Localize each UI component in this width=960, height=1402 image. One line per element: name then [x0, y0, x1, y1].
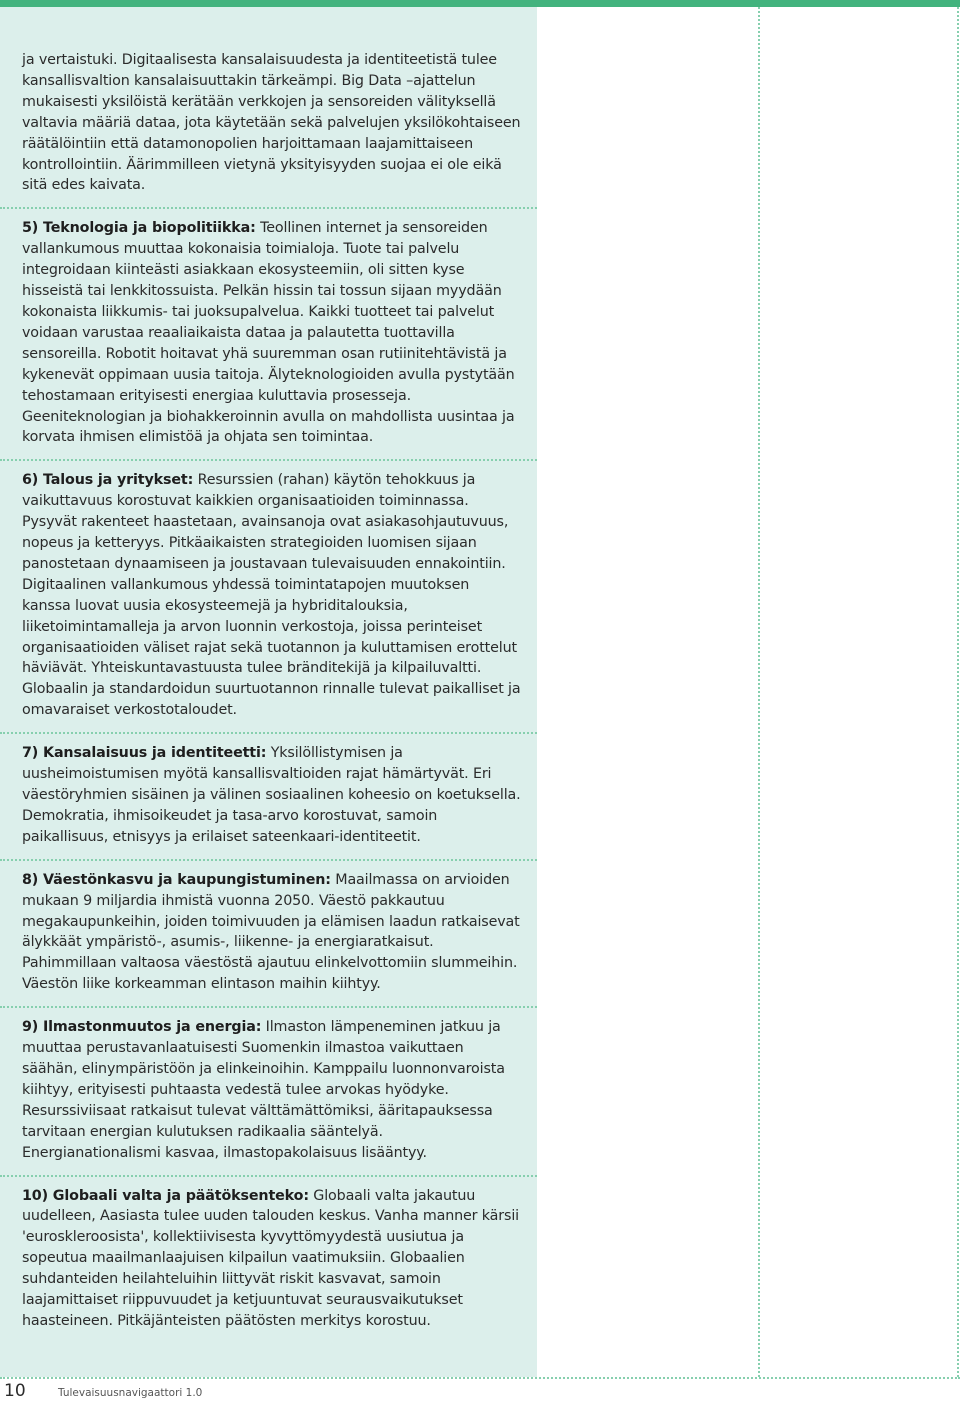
- footer-title: Tulevaisuusnavigaattori 1.0: [58, 1387, 203, 1399]
- section-text: Teollinen internet ja sensoreiden vallankumous muuttaa kokonaisia toimialoja. Tuote tai palvelu integroidaan kiinteästi asiakkaan ekosysteemiin, oli sitten kyse hisseistä tai lenkkitossuista. Pelkän hissin tai tossun sijaan myydään kokonaista liikkumis- tai juoksupalvelua. Kaikki tuotteet tai palvelut voidaan varustaa reaaliaikaista dataa ja palautetta tuottavilla sensoreilla. Robotit hoitavat yhä suuremman osan rutiinitehtävistä ja kykenevät oppimaan uusia taitoja. Älyteknologioiden avulla pystytään tehostamaan erityisesti energiaa kuluttavia prosesseja. Geeniteknologian ja biohakkeroinnin avulla on mahdollista uusintaa ja korvata ihmisen elimistöä ja ohjata sen toimintaa.: [22, 220, 515, 446]
- article-body: [22, 50, 522, 1332]
- section-heading: 6) Talous ja yritykset:: [22, 472, 194, 489]
- section-heading: 5) Teknologia ja biopolitiikka:: [22, 220, 256, 237]
- notes-column-edge: [957, 7, 959, 1377]
- section-heading: 10) Globaali valta ja päätöksenteko:: [22, 1187, 309, 1204]
- page-number: 10: [4, 1381, 26, 1401]
- section-technology: [22, 207, 522, 448]
- section-text: Globaali valta jakautuu uudelleen, Aasiasta tulee uuden talouden keskus. Vanha manner kärsii 'euroskleroosista', kollektiivisesta kyvyttömyydestä uusiutua ja sopeutua maailmanlaajuisen kilpailun vaatimuksiin. Globaalien suhdanteiden heilahteluihin liittyvät riskit kasvavat, samoin laajamittaiset riippuvuudet ja ketjuuntuvat seurausvaikutukset haasteineen. Pitkäjänteisten päätösten merkitys korostuu.: [22, 1187, 519, 1329]
- section-global-power: [22, 1175, 522, 1332]
- section-text: Resurssien (rahan) käytön tehokkuus ja vaikuttavuus korostuvat kaikkien organisaatioiden toiminnassa. Pysyvät rakenteet haastetaan, avainsanoja ovat asiakasohjautuvuus, nopeus ja ketteryys. Pitkäaikaisten strategioiden luomisen sijaan panostetaan dynaamiseen ja joustavaan tulevaisuuden ennakointiin. Digitaalinen vallankumous yhdessä toimintatapojen muutoksen kanssa luovat uusia ekosysteemejä ja hybriditalouksia, liiketoimintamalleja ja arvon luonnin verkostoja, joissa perinteiset organisaatioiden väliset rajat sekä tuotannon ja kuluttamisen erottelut häviävät. Yhteiskuntavastuusta tulee bränditekijä ja kilpailuvaltti. Globaalin ja standardoidun suurtuotannon rinnalle tulevat paikalliset ja omavaraiset verkostotaloudet.: [22, 472, 521, 719]
- section-population: [22, 859, 522, 995]
- section-text: Maailmassa on arvioiden mukaan 9 miljardia ihmistä vuonna 2050. Väestö pakkautuu megakaupunkeihin, joiden toimivuuden ja elämisen laadun ratkaisevat älykkäät ympäristö-, asumis-, liikenne- ja energiaratkaisut. Pahimmillaan valtaosa väestöstä ajautuu elinkelvottomiin slummeihin. Väestön liike korkeamman elintason maihin kiihtyy.: [22, 871, 520, 993]
- section-climate: [22, 1006, 522, 1163]
- section-heading: 9) Ilmastonmuutos ja energia:: [22, 1019, 262, 1036]
- intro-paragraph: ja vertaistuki. Digitaalisesta kansalaisuudesta ja identiteetistä tulee kansallisvaltion kansalaisuuttakin tärkeämpi. Big Data –ajattelun mukaisesti yksilöistä kerätään verkkojen ja sensoreiden välityksellä valtavia määriä dataa, jota käytetään sekä palvelujen yksilökohtaiseen räätälöintiin että datamonopolien harjoittamaan laajamittaiseen kontrollointiin. Äärimmilleen vietynä yksityisyyden suojaa ei ole eikä sitä edes kaivata.: [22, 52, 521, 194]
- section-heading: 7) Kansalaisuus ja identiteetti:: [22, 745, 267, 762]
- section-heading: 8) Väestönkasvu ja kaupungistuminen:: [22, 871, 331, 888]
- section-citizenship: [22, 732, 522, 848]
- top-accent-bar: [0, 0, 960, 7]
- section-text: Yksilöllistymisen ja uusheimoistumisen myötä kansallisvaltioiden rajat hämärtyvät. Eri väestöryhmien sisäinen ja välinen sosiaalinen koheesio on koetuksella. Demokratia, ihmisoikeudet ja tasa-arvo korostuvat, samoin paikallisuus, etnisyys ja erilaiset sateenkaari-identiteetit.: [22, 745, 521, 845]
- section-economy: [22, 459, 522, 721]
- footer-divider: [0, 1377, 960, 1379]
- notes-column-divider: [758, 7, 760, 1377]
- section-text: Ilmaston lämpeneminen jatkuu ja muuttaa perustavanlaatuisesti Suomenkin ilmastoa vaikuttaen säähän, elinympäristöön ja elinkeinoihin. Kamppailu luonnonvaroista kiihtyy, erityisesti puhtaasta vedestä tulee arvokas hyödyke. Resurssiviisaat ratkaisut tulevat välttämättömiksi, ääritapauksessa tarvitaan energian kulutuksen radikaalia sääntelyä. Energianationalismi kasvaa, ilmastopakolaisuus lisääntyy.: [22, 1019, 505, 1161]
